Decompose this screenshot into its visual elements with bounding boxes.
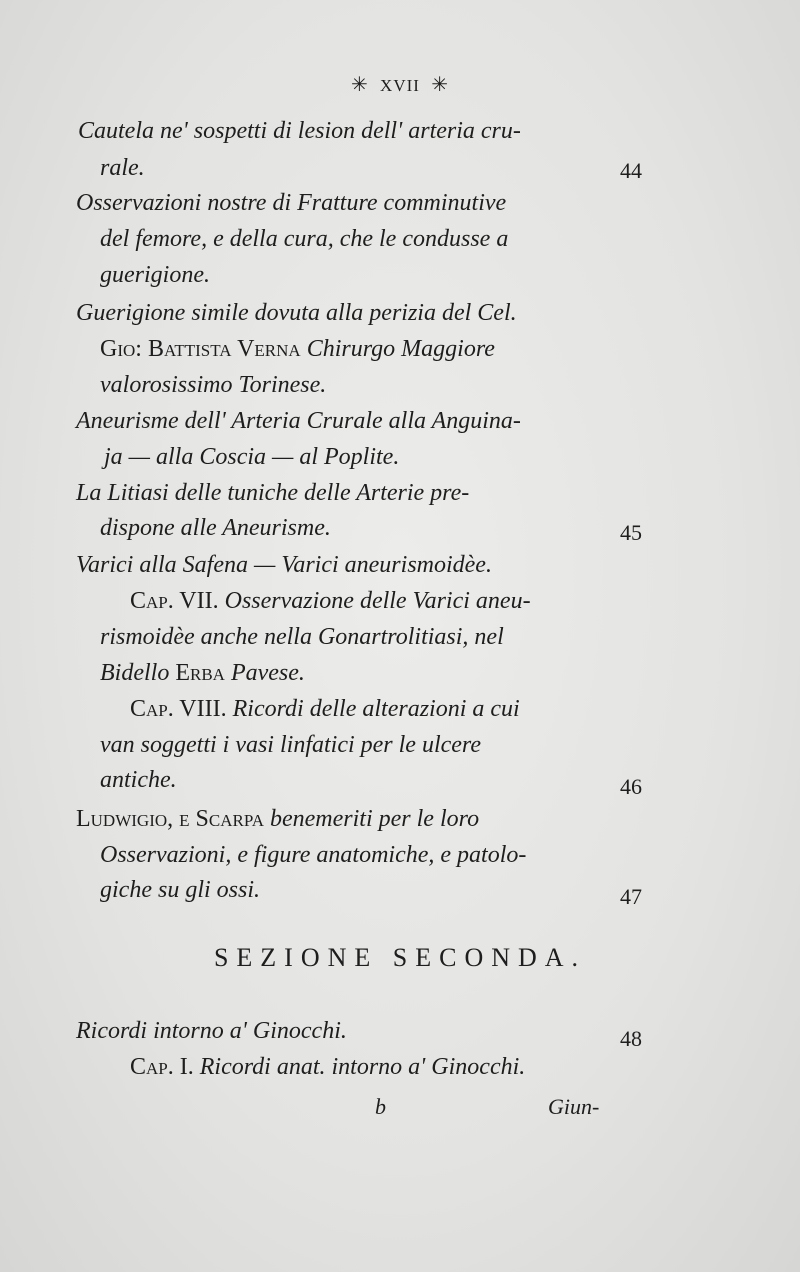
page-number: 46 xyxy=(620,774,642,799)
toc-name: Ludwigio, e Scarpa xyxy=(76,806,264,832)
toc-line xyxy=(100,226,508,266)
toc-line xyxy=(78,118,521,158)
toc-line xyxy=(76,300,517,340)
toc-line xyxy=(100,660,305,700)
toc-line xyxy=(76,1018,347,1058)
toc-line xyxy=(76,408,521,448)
toc-text: ja — alla Coscia — al Poplite. xyxy=(104,444,400,470)
toc-line xyxy=(100,732,481,772)
toc-line xyxy=(100,372,326,412)
toc-line xyxy=(76,480,469,520)
toc-text: Bidello xyxy=(100,660,176,686)
toc-line xyxy=(76,190,506,230)
ornament-right-icon: ✳ xyxy=(431,74,449,96)
toc-name: Gio: Battista Verna xyxy=(100,336,301,362)
toc-text: Cautela ne' sospetti di lesion dell' arteria cru- xyxy=(78,118,521,144)
toc-chapter: Cap. VII. xyxy=(130,588,219,614)
toc-text: antiche. xyxy=(100,767,177,793)
toc-line xyxy=(100,624,504,664)
page-number: 47 xyxy=(620,884,642,909)
signature-mark: b xyxy=(375,1094,386,1119)
toc-line xyxy=(130,696,520,736)
toc-text: Ricordi intorno a' Ginocchi. xyxy=(76,1018,347,1044)
toc-text: Osservazioni nostre di Fratture comminutive xyxy=(76,190,507,216)
toc-text: Ricordi delle alterazioni a cui xyxy=(226,696,520,722)
section-title: SEZIONE SECONDA. xyxy=(213,943,587,972)
ornament-left-icon: ✳ xyxy=(351,74,369,96)
toc-line xyxy=(100,842,526,882)
page-number: 45 xyxy=(620,520,642,545)
toc-text: Chirurgo Maggiore xyxy=(300,336,495,362)
toc-text: rismoidèe anche nella Gonartrolitiasi, nel xyxy=(100,624,504,650)
toc-text: Osservazione delle Varici aneu- xyxy=(218,588,531,614)
toc-line xyxy=(130,1054,525,1094)
toc-text: Guerigione simile dovuta alla perizia del Cel. xyxy=(76,300,517,326)
toc-text: valorosissimo Torinese. xyxy=(100,372,327,398)
toc-line xyxy=(100,336,495,376)
catchword: Giun- xyxy=(548,1094,600,1119)
toc-line xyxy=(100,767,177,807)
toc-line xyxy=(76,552,492,592)
toc-line xyxy=(100,877,260,917)
page-number: 44 xyxy=(620,158,642,183)
toc-text: La Litiasi delle tuniche delle Arterie pre- xyxy=(76,480,470,506)
toc-text: dispone alle Aneurisme. xyxy=(100,515,331,541)
toc-line xyxy=(100,515,331,555)
toc-chapter: Cap. VIII. xyxy=(130,696,227,722)
toc-line xyxy=(100,155,145,195)
toc-text: giche su gli ossi. xyxy=(100,877,260,903)
toc-text: guerigione. xyxy=(100,262,210,288)
toc-name: Erba xyxy=(175,660,225,686)
toc-chapter: Cap. I. xyxy=(130,1054,194,1080)
toc-text: Varici alla Safena — Varici aneurismoidèe. xyxy=(76,552,492,578)
toc-text: rale. xyxy=(100,155,145,181)
toc-text: van soggetti i vasi linfatici per le ulcere xyxy=(100,732,482,758)
toc-line xyxy=(76,806,479,846)
page-header xyxy=(0,72,800,97)
toc-text: Ricordi anat. intorno a' Ginocchi. xyxy=(193,1054,526,1080)
toc-text: benemeriti per le loro xyxy=(264,806,480,832)
page-number: 48 xyxy=(620,1026,642,1051)
toc-line xyxy=(104,444,399,484)
roman-page-numeral: XVII xyxy=(380,76,420,95)
toc-text: Aneurisme dell' Arteria Crurale alla Anguina- xyxy=(76,408,521,434)
toc-text: del femore, e della cura, che le condusse a xyxy=(100,226,509,252)
toc-line xyxy=(130,588,531,628)
toc-text: Osservazioni, e figure anatomiche, e patolo- xyxy=(100,842,527,868)
toc-text: Pavese. xyxy=(224,660,305,686)
toc-line xyxy=(100,262,210,302)
